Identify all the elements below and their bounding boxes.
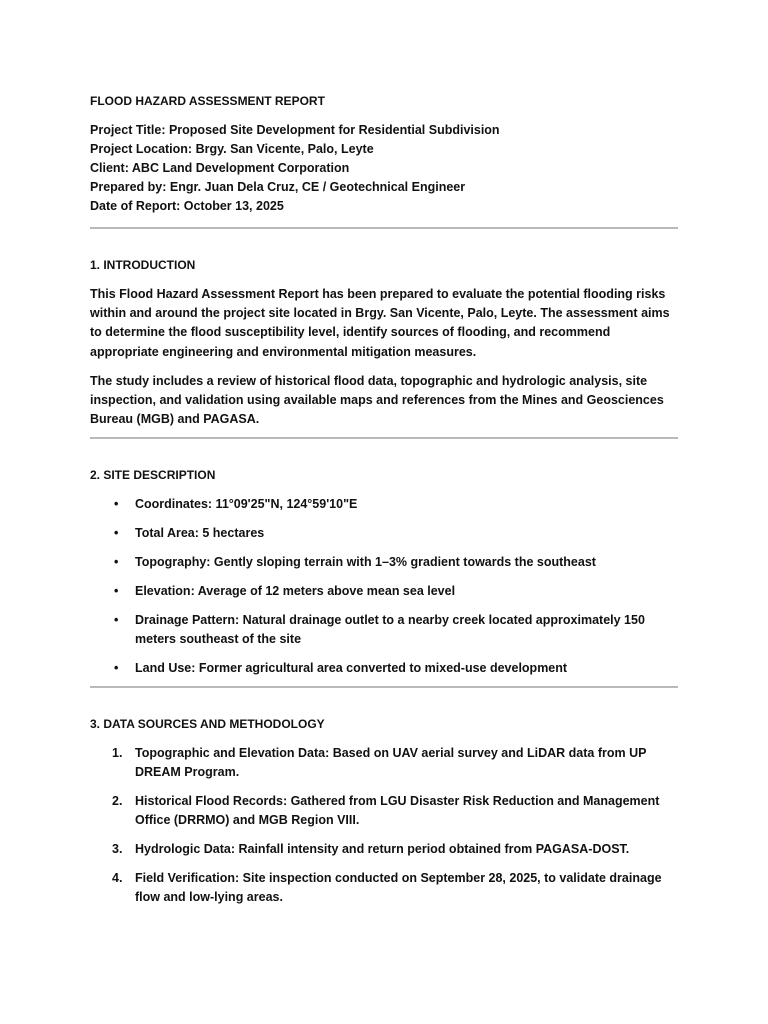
meta-project-location: Project Location: Brgy. San Vicente, Palo, Leyte: [90, 142, 374, 156]
list-item: [90, 659, 678, 678]
intro-paragraph: This Flood Hazard Assessment Report has been prepared to evaluate the potential flooding risks within and around the project site located in Brgy. San Vicente, Palo, Leyte. The assessment aims to determine the flood susceptibility level, identify sources of flooding, and recommend appropriate engineering and environmental mitigation measures.: [90, 287, 670, 359]
bullet-icon: •: [114, 555, 119, 570]
list-number: 2.: [112, 794, 123, 809]
list-item: [90, 495, 678, 514]
bullet-icon: •: [114, 661, 119, 676]
bullet-icon: •: [114, 584, 119, 599]
report-meta: [90, 121, 678, 216]
list-item-text: Drainage Pattern: Natural drainage outlet to a nearby creek located approximately 150 meters southeast of the site: [135, 613, 645, 647]
bullet-icon: •: [114, 613, 119, 628]
list-item: [90, 582, 678, 601]
list-item-text: Topographic and Elevation Data: Based on UAV aerial survey and LiDAR data from UP DREAM Program.: [135, 746, 647, 780]
section-site-description: [90, 439, 678, 678]
list-item-text: Field Verification: Site inspection conducted on September 28, 2025, to validate drainage flow and low-lying areas.: [135, 871, 662, 905]
list-item: [90, 792, 678, 830]
list-item-text: Topography: Gently sloping terrain with 1–3% gradient towards the southeast: [135, 555, 596, 570]
list-item: [90, 553, 678, 572]
meta-client: Client: ABC Land Development Corporation: [90, 161, 350, 175]
site-description-list: [90, 495, 678, 678]
list-number: 1.: [112, 746, 123, 761]
methodology-list: [90, 744, 678, 907]
list-item: [90, 869, 678, 907]
bullet-icon: •: [114, 526, 119, 541]
section-heading: 3. DATA SOURCES AND METHODOLOGY: [90, 717, 325, 732]
section-heading: 2. SITE DESCRIPTION: [90, 468, 216, 483]
meta-date: Date of Report: October 13, 2025: [90, 199, 284, 213]
list-item-text: Land Use: Former agricultural area converted to mixed-use development: [135, 661, 568, 676]
section-heading: 1. INTRODUCTION: [90, 258, 196, 272]
list-item-text: Total Area: 5 hectares: [135, 526, 265, 541]
list-item: [90, 744, 678, 782]
list-number: 3.: [112, 842, 123, 857]
bullet-icon: •: [114, 497, 119, 512]
meta-project-title: Project Title: Proposed Site Development for Residential Subdivision: [90, 123, 500, 137]
list-item: [90, 840, 678, 859]
list-number: 4.: [112, 871, 123, 886]
list-item-text: Hydrologic Data: Rainfall intensity and return period obtained from PAGASA-DOST.: [135, 842, 630, 857]
list-item: [90, 611, 678, 649]
report-title: FLOOD HAZARD ASSESSMENT REPORT: [90, 94, 325, 108]
section-introduction: [90, 229, 678, 429]
section-methodology: [90, 688, 678, 907]
list-item: [90, 524, 678, 543]
list-item-text: Coordinates: 11°09'25"N, 124°59'10"E: [135, 497, 358, 512]
meta-prepared-by: Prepared by: Engr. Juan Dela Cruz, CE / Geotechnical Engineer: [90, 180, 466, 194]
list-item-text: Elevation: Average of 12 meters above mean sea level: [135, 584, 456, 599]
intro-paragraph: The study includes a review of historical flood data, topographic and hydrologic analysis, site inspection, and validation using available maps and references from the Mines and Geosciences Bureau (MGB) and PAGASA.: [90, 373, 664, 427]
list-item-text: Historical Flood Records: Gathered from LGU Disaster Risk Reduction and Management Office (DRRMO) and MGB Region VIII.: [135, 794, 660, 828]
report-page: [90, 92, 678, 907]
